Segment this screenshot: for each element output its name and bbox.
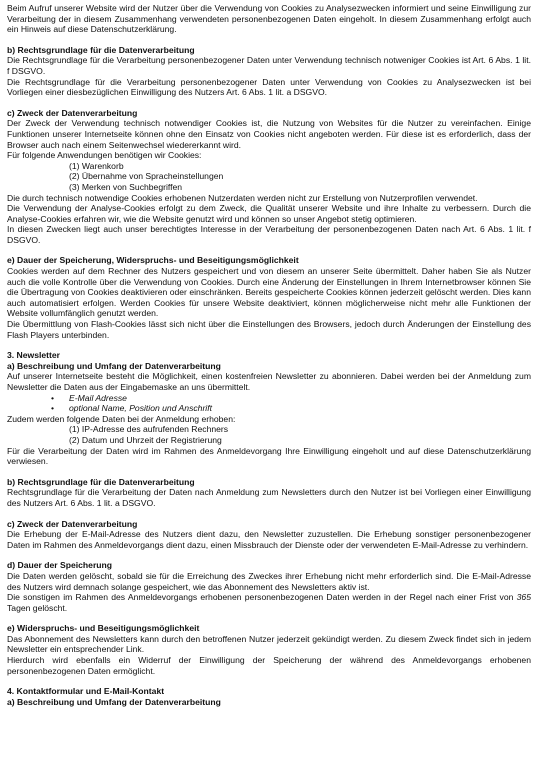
newsletter-e-paragraph-1: Das Abonnement des Newsletters kann durch den betroffenen Nutzer jederzeit gekündigt werden. Zu diesem Zweck findet sich in jedem Newsletter ein entsprechender Link. xyxy=(7,633,531,655)
section-e-paragraph-1: Cookies werden auf dem Rechner des Nutzers gespeichert und von diesem an unserer Seite übermittelt. Daher haben Sie als Nutzer auch die volle Kontrolle über die Verwendung von Cookies. Durch eine Änderung der Einstellungen in Ihrem Internetbrowser können Sie die Übertragung von Cookies deaktivieren oder einschränken. Bereits gespeicherte Cookies können jederzeit gelöscht werden. Dies kann auch automatisiert erfolgen. Werden Cookies für unsere Website deaktiviert, können möglicherweise nicht mehr alle Funktionen der Website vollumfänglich genutzt werden. xyxy=(7,266,531,319)
newsletter-a-heading: a) Beschreibung und Umfang der Datenverarbeitung xyxy=(7,360,221,371)
section-c-paragraph-1: Der Zweck der Verwendung technisch notwendiger Cookies ist, die Nutzung von Websites für die Nutzer zu vereinfachen. Einige Funktionen unserer Internetseite können ohne den Einsatz von Cookies nicht angeboten werden. Für diese ist es erforderlich, dass der Browser auch nach einem Seitenwechsel wiedererkannt wird. xyxy=(7,118,531,150)
newsletter-d-paragraph-1: Die Daten werden gelöscht, sobald sie für die Erreichung des Zweckes ihrer Erhebung nicht mehr erforderlich sind. Die E-Mail-Adresse des Nutzers wird demnach solange gespeichert, wie das Abonnement des Newsletters aktiv ist. xyxy=(7,570,531,592)
cookie-use-item: (1) Warenkorb xyxy=(69,160,124,171)
cookie-use-item: (2) Übernahme von Spracheinstellungen xyxy=(69,171,224,182)
newsletter-a-paragraph-3: Für die Verarbeitung der Daten wird im Rahmen des Anmeldevorgang Ihre Einwilligung eingeholt und auf diese Datenschutzerklärung verwiesen. xyxy=(7,445,531,467)
newsletter-c-heading: c) Zweck der Datenverarbeitung xyxy=(7,518,138,529)
list-item: • optional Name, Position und Anschrift xyxy=(7,403,531,414)
contact-a-heading: a) Beschreibung und Umfang der Datenverarbeitung xyxy=(7,696,221,707)
section-b-heading: b) Rechtsgrundlage für die Datenverarbeitung xyxy=(7,44,195,55)
section-c-paragraph-5: In diesen Zwecken liegt auch unser berechtigtes Interesse in der Verarbeitung der personenbezogenen Daten nach Art. 6 Abs. 1 lit. f DSGVO. xyxy=(7,224,531,245)
newsletter-b-paragraph: Rechtsgrundlage für die Verarbeitung der Daten nach Anmeldung zum Newsletters durch den Nutzer ist bei Vorliegen einer Einwilligung des Nutzers Art. 6 Abs. 1 lit. a DSGVO. xyxy=(7,487,531,508)
retention-text-start: Die sonstigen im Rahmen des Anmeldevorgangs erhobenen personenbezogenen Daten werden in der Regel nach einer Frist von xyxy=(7,592,517,603)
newsletter-title: 3. Newsletter xyxy=(7,350,61,361)
section-c-paragraph-4: Die Verwendung der Analyse-Cookies erfolgt zu dem Zweck, die Qualität unserer Website und ihre Inhalte zu verbessern. Durch die Analyse-Cookies erfahren wir, wie die Website genutzt wird und können so unser Angebot stetig optimieren. xyxy=(7,203,531,224)
section-c-paragraph-2: Für folgende Anwendungen benötigen wir Cookies: xyxy=(7,150,202,161)
newsletter-b-heading: b) Rechtsgrundlage für die Datenverarbeitung xyxy=(7,476,195,487)
section-b-paragraph-1: Die Rechtsgrundlage für die Verarbeitung personenbezogener Daten unter Verwendung technisch notweniger Cookies ist Art. 6 Abs. 1 lit. f DSGVO. xyxy=(7,55,531,76)
list-item: • E-Mail Adresse xyxy=(7,393,531,404)
section-b-paragraph-2: Die Rechtsgrundlage für die Verarbeitung personenbezogener Daten unter Verwendung von Cookies zu Analysezwecken ist bei Vorliegen einer diesbezüglichen Einwilligung des Nutzers Art. 6 Abs. 1 lit. a DSGVO. xyxy=(7,76,531,98)
newsletter-field-list xyxy=(7,393,531,414)
registration-data-item: (2) Datum und Uhrzeit der Registrierung xyxy=(69,434,222,445)
retention-text-end: Tagen gelöscht. xyxy=(7,602,68,613)
section-c-paragraph-3: Die durch technisch notwendige Cookies erhobenen Nutzerdaten werden nicht zur Erstellung von Nutzerprofilen verwendet. xyxy=(7,192,478,203)
newsletter-c-paragraph: Die Erhebung der E-Mail-Adresse des Nutzers dient dazu, den Newsletter zuzustellen. Die Erhebung sonstiger personenbezogener Daten im Rahmen des Anmeldevorgangs dient dazu, einen Missbrauch der Dienste oder der verwendeten E-Mail-Adresse zu verhindern. xyxy=(7,529,531,550)
newsletter-d-paragraph-2 xyxy=(7,592,531,613)
newsletter-e-paragraph-2: Hierdurch wird ebenfalls ein Widerruf der Einwilligung der Speicherung der während des Anmeldevorgangs erhobenen personenbezogenen Daten ermöglicht. xyxy=(7,655,531,676)
section-c-heading: c) Zweck der Datenverarbeitung xyxy=(7,107,138,118)
section-e-paragraph-2: Die Übermittlung von Flash-Cookies lässt sich nicht über die Einstellungen des Browsers, jedoch durch Änderungen der Einstellung des Flash Players unterbinden. xyxy=(7,319,531,340)
newsletter-d-heading: d) Dauer der Speicherung xyxy=(7,560,113,571)
newsletter-a-paragraph-2: Zudem werden folgende Daten bei der Anmeldung erhoben: xyxy=(7,413,236,424)
intro-paragraph: Beim Aufruf unserer Website wird der Nutzer über die Verwendung von Cookies zu Analysezwecken informiert und seine Einwilligung zur Verarbeitung der in diesem Zusammenhang verwendeten personenbezogenen Daten eingeholt. In diesem Zusammenhang erfolgt auch ein Hinweis auf diese Datenschutzerklärung. xyxy=(7,3,531,35)
contact-title: 4. Kontaktformular und E-Mail-Kontakt xyxy=(7,686,165,697)
cookie-use-item: (3) Merken von Suchbegriffen xyxy=(69,181,183,192)
section-e-heading: e) Dauer der Speicherung, Widerspruchs- und Beseitigungsmöglichkeit xyxy=(7,255,299,266)
retention-days: 365 xyxy=(516,592,531,603)
newsletter-e-heading: e) Widerspruchs- und Beseitigungsmöglichkeit xyxy=(7,623,200,634)
registration-data-item: (1) IP-Adresse des aufrufenden Rechners xyxy=(69,424,229,435)
newsletter-a-paragraph-1: Auf unserer Internetseite besteht die Möglichkeit, einen kostenfreien Newsletter zu abonnieren. Dabei werden bei der Anmeldung zum Newsletter die Daten aus der Eingabemaske an uns übermittelt. xyxy=(7,371,531,392)
